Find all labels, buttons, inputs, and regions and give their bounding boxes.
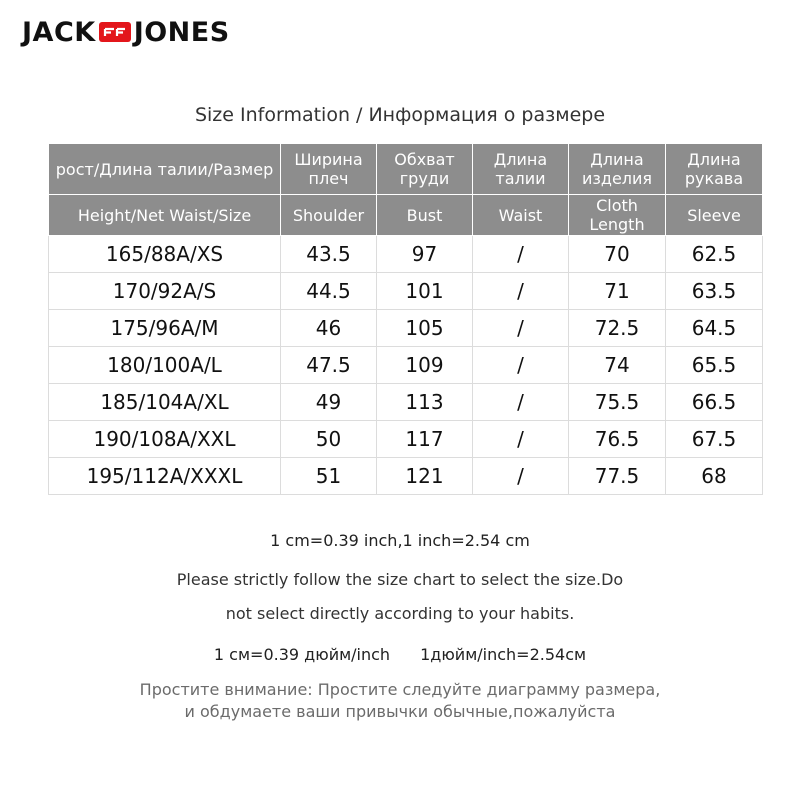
instruction-line-2: not select directly according to your habits. [225, 604, 575, 623]
cell-sleeve: 64.5 [666, 310, 763, 347]
cell-shoulder: 49 [281, 384, 377, 421]
header-en-bust: Bust [377, 195, 473, 236]
table-row [49, 236, 763, 273]
cell-shoulder: 47.5 [281, 347, 377, 384]
cell-sleeve: 63.5 [666, 273, 763, 310]
size-table [48, 143, 763, 495]
cell-sleeve: 67.5 [666, 421, 763, 458]
header-en-sleeve: Sleeve [666, 195, 763, 236]
brand-logo [22, 12, 230, 52]
cell-bust: 105 [377, 310, 473, 347]
cell-waist: / [473, 384, 569, 421]
cell-length: 72.5 [569, 310, 666, 347]
cell-length: 76.5 [569, 421, 666, 458]
header-en-shoulder: Shoulder [281, 195, 377, 236]
cell-sleeve: 68 [666, 458, 763, 495]
cell-sleeve: 65.5 [666, 347, 763, 384]
cell-length: 74 [569, 347, 666, 384]
cell-length: 77.5 [569, 458, 666, 495]
cell-size: 165/88A/XS [49, 236, 281, 273]
cell-size: 190/108A/XXL [49, 421, 281, 458]
header-en-size: Height/Net Waist/Size [49, 195, 281, 236]
header-ru-length: Длина изделия [569, 144, 666, 195]
header-en-length: Cloth Length [569, 195, 666, 236]
page-title: Size Information / Информация о размере [194, 104, 606, 126]
cell-bust: 109 [377, 347, 473, 384]
table-row [49, 421, 763, 458]
table-row [49, 273, 763, 310]
cell-waist: / [473, 458, 569, 495]
brand-name-right: JONES [133, 16, 230, 48]
size-rows [49, 236, 763, 495]
header-row-en [49, 195, 763, 236]
cell-size: 170/92A/S [49, 273, 281, 310]
cell-bust: 97 [377, 236, 473, 273]
cell-waist: / [473, 236, 569, 273]
cell-waist: / [473, 310, 569, 347]
cell-size: 195/112A/XXXL [49, 458, 281, 495]
cell-shoulder: 43.5 [281, 236, 377, 273]
cell-shoulder: 44.5 [281, 273, 377, 310]
header-ru-sleeve: Длина рукава [666, 144, 763, 195]
cell-shoulder: 46 [281, 310, 377, 347]
conversion-note: 1 cm=0.39 inch,1 inch=2.54 cm [270, 531, 530, 550]
cell-shoulder: 50 [281, 421, 377, 458]
cell-length: 71 [569, 273, 666, 310]
instruction-line-1: Please strictly follow the size chart to select the size.Do [176, 570, 624, 589]
cell-size: 175/96A/M [49, 310, 281, 347]
cell-length: 75.5 [569, 384, 666, 421]
cell-bust: 117 [377, 421, 473, 458]
cell-sleeve: 62.5 [666, 236, 763, 273]
header-ru-size: рост/Длина талии/Размер [49, 144, 281, 195]
instruction-ru-line-1: Простите внимание: Простите следуйте диаграмму размера, [139, 680, 661, 699]
header-en-waist: Waist [473, 195, 569, 236]
table-row [49, 310, 763, 347]
cell-waist: / [473, 421, 569, 458]
brand-flag-mark [99, 21, 131, 43]
header-ru-waist: Длина талии [473, 144, 569, 195]
cell-bust: 101 [377, 273, 473, 310]
conversion-ru-cm: 1 см=0.39 дюйм/inch [213, 645, 391, 664]
cell-sleeve: 66.5 [666, 384, 763, 421]
cell-waist: / [473, 347, 569, 384]
cell-shoulder: 51 [281, 458, 377, 495]
header-row-ru [49, 144, 763, 195]
cell-size: 180/100A/L [49, 347, 281, 384]
cell-bust: 121 [377, 458, 473, 495]
header-ru-bust: Обхват груди [377, 144, 473, 195]
instruction-ru-line-2: и обдумаете ваши привычки обычные,пожалуйста [184, 702, 616, 721]
table-row [49, 458, 763, 495]
cell-waist: / [473, 273, 569, 310]
cell-length: 70 [569, 236, 666, 273]
table-row [49, 384, 763, 421]
conversion-note-ru [0, 645, 800, 664]
conversion-ru-inch: 1дюйм/inch=2.54см [420, 645, 587, 664]
cell-size: 185/104A/XL [49, 384, 281, 421]
cell-bust: 113 [377, 384, 473, 421]
table-row [49, 347, 763, 384]
header-ru-shoulder: Ширина плеч [281, 144, 377, 195]
brand-name-left: JACK [22, 16, 96, 48]
